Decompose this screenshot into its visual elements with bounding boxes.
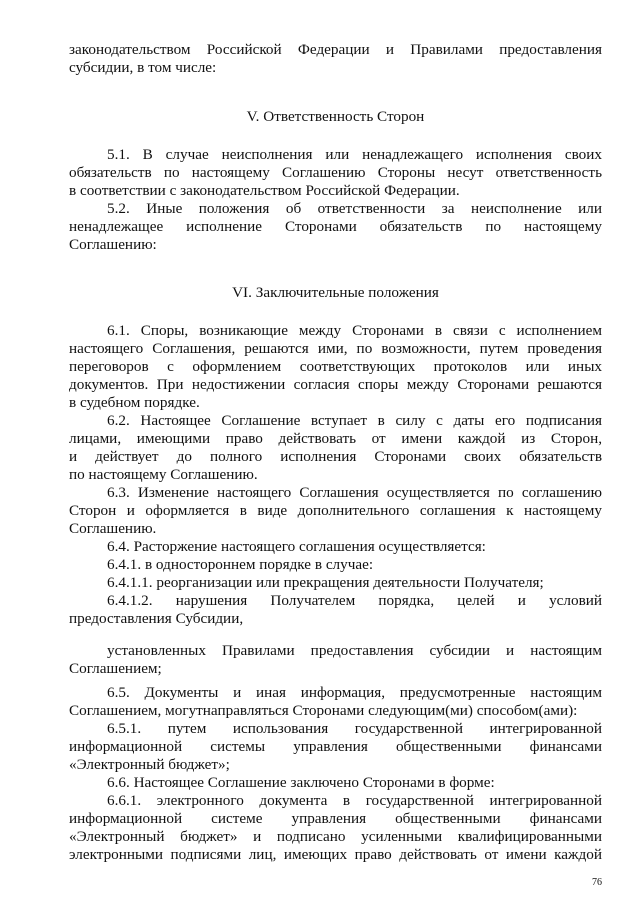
text-line: переговоров с оформлением соответствующих протоколов или иных xyxy=(69,358,602,375)
text-line: по настоящему Соглашению. xyxy=(69,466,258,483)
text-line: электронными подписями лиц, имеющих право действовать от имени каждой xyxy=(69,846,602,863)
text-line: 6.4. Расторжение настоящего соглашения осуществляется: xyxy=(107,538,486,555)
text-line: лицами, имеющими право действовать от имени каждой из Сторон, xyxy=(69,430,602,447)
intro-paragraph xyxy=(69,41,602,77)
text-line: 6.6.1. электронного документа в государственной интегрированной xyxy=(107,792,602,809)
section-6-final xyxy=(69,684,602,864)
text-line: 6.5. Документы и иная информация, предусмотренные настоящим xyxy=(107,684,602,701)
text-line: 5.2. Иные положения об ответственности за неисполнение или xyxy=(107,200,602,217)
text-line: ненадлежащее исполнение Сторонами обязательств по настоящему xyxy=(69,218,602,235)
section-6-body xyxy=(69,322,602,628)
text-line: 6.4.1.2. нарушения Получателем порядка, целей и условий xyxy=(107,592,602,609)
text-line: настоящего Соглашения, решаются ими, по возможности, путем проведения xyxy=(69,340,602,357)
text-line: 6.4.1. в одностороннем порядке в случае: xyxy=(107,556,374,573)
text-line: 6.5.1. путем использования государственной интегрированной xyxy=(107,720,602,737)
text-line: в соответствии с законодательством Российской Федерации. xyxy=(69,182,460,199)
page-number: 76 xyxy=(592,877,602,888)
text-line: обязательств по настоящему Соглашению Стороны несут ответственность xyxy=(69,164,602,181)
section-6-heading: VI. Заключительные положения xyxy=(232,284,439,301)
text-line: Соглашением; xyxy=(69,660,162,677)
text-line: информационной системы управления общественными финансами xyxy=(69,738,602,755)
text-line: 6.4.1.1. реорганизации или прекращения деятельности Получателя; xyxy=(107,574,544,591)
text-line: Соглашению: xyxy=(69,236,157,253)
text-line: Соглашению. xyxy=(69,520,157,537)
text-line: 5.1. В случае неисполнения или ненадлежащего исполнения своих xyxy=(107,146,602,163)
text-line: информационной системе управления общественными финансами xyxy=(69,810,602,827)
text-line: «Электронный бюджет» и подписано усиленными квалифицированными xyxy=(69,828,602,845)
text-line: субсидии, в том числе: xyxy=(69,59,217,76)
text-line: и действует до полного исполнения Сторонами своих обязательств xyxy=(69,448,602,465)
text-line: Сторон и оформляется в виде дополнительного соглашения к настоящему xyxy=(69,502,602,519)
text-line: Соглашением, могутнаправляться Сторонами следующим(ми) способом(ами): xyxy=(69,702,578,719)
text-line: в судебном порядке. xyxy=(69,394,200,411)
text-line: 6.3. Изменение настоящего Соглашения осуществляется по соглашению xyxy=(107,484,602,501)
text-line: «Электронный бюджет»; xyxy=(69,756,230,773)
section-5-body xyxy=(69,146,602,254)
section-6-continued xyxy=(69,642,602,678)
text-line: установленных Правилами предоставления субсидии и настоящим xyxy=(107,642,602,659)
text-line: 6.6. Настоящее Соглашение заключено Сторонами в форме: xyxy=(107,774,495,791)
text-line: 6.1. Споры, возникающие между Сторонами в связи с исполнением xyxy=(107,322,602,339)
text-line: документов. При недостижении согласия споры между Сторонами решаются xyxy=(69,376,602,393)
section-5-heading: V. Ответственность Сторон xyxy=(246,108,425,125)
text-line: предоставления Субсидии, xyxy=(69,610,244,627)
text-line: 6.2. Настоящее Соглашение вступает в силу с даты его подписания xyxy=(107,412,602,429)
text-line: законодательством Российской Федерации и Правилами предоставления xyxy=(69,41,602,58)
